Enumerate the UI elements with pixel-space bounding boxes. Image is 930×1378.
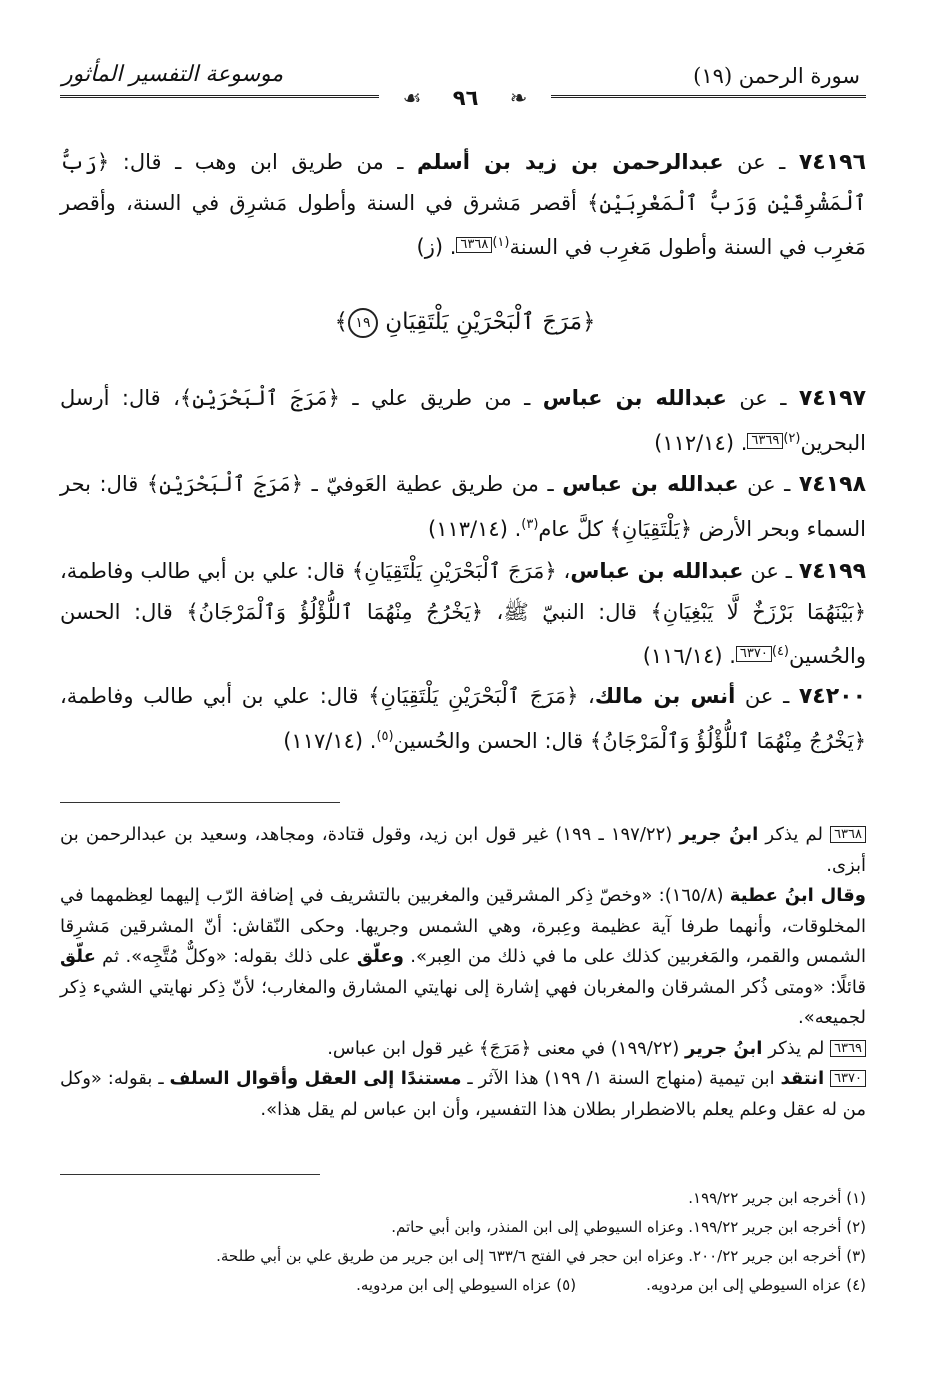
commentary-ref-box: ٦٣٦٩ (747, 433, 783, 449)
verse-text: ﴿مَرَجَ ٱلْبَحْرَيْنِ يَلْتَقِيَانِ (385, 309, 596, 335)
entry-text: ـ عن (735, 684, 799, 708)
quran-quote: ﴿مَرَجَ ٱلْبَحْرَيْنِ يَلْتَقِيَانِ﴾ (368, 684, 579, 708)
entry-text: قال: بحر السماء وبحر الأرض (60, 472, 866, 541)
entry-text: قال: علي بن أبي طالب وفاطمة، (60, 684, 369, 708)
footnote-separator (60, 1174, 320, 1175)
narrator-name: عبدالله بن عباس (562, 472, 739, 496)
entry-text: كلَّ عام (538, 517, 610, 541)
entry-number: ٧٤١٩٩ (798, 559, 867, 584)
commentary-text: ابن تيمية (منهاج السنة ١/ ١٩٩) هذا الآثر ـ (461, 1068, 781, 1089)
page-number-row (0, 86, 930, 110)
commentary-paragraph (60, 820, 866, 881)
commentary-ref-box: ٦٣٧٠ (736, 646, 772, 662)
quran-quote: ﴿رَبُّ ٱلْمَشْرِقَيْنِ وَرَبُّ ٱلْمَغْرِبَيْنِ﴾ (60, 150, 866, 215)
commentary-paragraph (60, 881, 866, 1034)
commentary-bold: ابنُ جرير (684, 1037, 763, 1059)
commentary-paragraph (60, 1064, 866, 1125)
running-header-surah: سورة الرحمن (١٩) (693, 64, 860, 88)
narrator-name: عبدالله بن عباس (542, 386, 727, 410)
quran-quote: ﴿يَخْرُجُ مِنْهُمَا ٱللُّؤْلُؤُ وَٱلْمَرْجَانُ﴾ (186, 600, 484, 624)
footnote: (١) أخرجه ابن جرير ١٩٩/٢٢. (688, 1189, 866, 1207)
narrator-name: أنس بن مالك (594, 684, 736, 708)
entry-74198 (60, 464, 866, 549)
entry-text: أقصر مَشرق في السنة وأطول مَشرِق في السنة، وأقصر مَغرِب في السنة وأطول مَغرِب في السنة (60, 191, 866, 259)
commentary-bold: علّق (60, 946, 96, 967)
entry-number: ٧٤٢٠٠ (798, 684, 867, 709)
commentary-block (60, 820, 866, 1125)
verse-close-bracket: ﴾ (334, 309, 348, 335)
ornament-icon: ☙ (391, 86, 441, 110)
commentary-separator (60, 802, 340, 803)
entry-74197 (60, 378, 866, 463)
verse-heading (0, 308, 930, 338)
footnote-line (60, 1271, 866, 1300)
entry-text: قال: الحسن والحُسين (60, 600, 866, 668)
ornament-icon: ❧ (490, 86, 539, 110)
quran-quote: ﴿مَرَجَ ٱلْبَحْرَيْنِ﴾ (146, 472, 304, 496)
commentary-bold: ابنُ جرير (679, 824, 759, 845)
entry-text: قال: الحسن والحُسين (393, 729, 590, 753)
commentary-text: ـ بقوله: «وكل من له عقل وعلم يعلم بالاضطرار بطلان هذا التفسير، وأن ابن عباس لم يقل هذا». (60, 1068, 866, 1120)
commentary-ref-box: ٦٣٧٠ (830, 1070, 866, 1087)
footnote-marker: (٥) (376, 729, 394, 744)
footnote-marker: (٤) (771, 644, 789, 659)
entry-text: قال: النبيّ ﷺ، (483, 600, 651, 624)
entry-number: ٧٤١٩٧ (798, 386, 866, 411)
commentary-text: (١٦٥/٨): «وخصّ ذِكر المشرقين والمغربين بالتشريف في إضافة الرّب إليهما لعِظمهما في المخلوقات، وأنهما طرفا آية عظيمة وعِبرة، وهي الشمس وجريها. وحكى النّقاش: أنّ المشرقين مَشرِقا الشمس والقمر، والمَغربين كذلك على ما في ذلك من العِبر». (60, 885, 866, 967)
footnotes (60, 1184, 866, 1300)
commentary-ref-box: ٦٣٦٨ (830, 826, 866, 843)
footnote: (٤) عزاه السيوطي إلى ابن مردويه. (646, 1276, 866, 1294)
commentary-bold: وقال ابنُ عطية (729, 885, 866, 906)
page-number-box (379, 86, 552, 110)
commentary-text: على ذلك بقوله: «وكلٌّ مُتَّجِه». ثم (95, 946, 357, 967)
narrator-name: عبدالرحمن بن زيد بن أسلم (417, 150, 724, 174)
entry-text: قال: علي بن أبي طالب وفاطمة، (60, 559, 352, 583)
entry-text: ـ عن (726, 386, 799, 410)
commentary-text: لم يذكر (762, 1037, 831, 1059)
quran-quote: ﴿بَيْنَهُمَا بَرْزَخٌ لَّا يَبْغِيَانِ﴾ (650, 600, 866, 624)
quran-quote: ﴿مَرَجَ﴾ (478, 1037, 532, 1059)
entry-number: ٧٤١٩٦ (798, 150, 866, 175)
footnote: (٣) أخرجه ابن جرير ٢٠٠/٢٢. وعزاه ابن حجر في الفتح ٦٣٣/٦ إلى ابن جرير من طريق علي بن أبي طلحة. (216, 1247, 866, 1265)
running-header-book-title: موسوعة التفسير المأثور (62, 62, 284, 87)
entry-text: . (ز) (416, 235, 457, 259)
commentary-bold: وعلّق (356, 946, 404, 967)
entry-text: ـ عن (738, 472, 799, 496)
quran-quote: ﴿يَخْرُجُ مِنْهُمَا ٱللُّؤْلُؤُ وَٱلْمَرْجَانُ﴾ (589, 729, 866, 753)
entry-text: ـ عن (743, 559, 799, 583)
commentary-bold: انتقد (780, 1068, 825, 1089)
footnote: (٥) عزاه السيوطي إلى ابن مردويه. (356, 1276, 577, 1294)
commentary-paragraph (60, 1034, 866, 1065)
commentary-text: (١٩٩/٢٢) في معنى (531, 1037, 685, 1059)
narrator-name: عبدالله بن عباس (570, 559, 744, 583)
entry-text: . (١١٣/١٤) (428, 517, 522, 541)
entry-text: . (١١٢/١٤) (654, 431, 748, 455)
commentary-ref-box: ٦٣٦٨ (456, 237, 492, 253)
footnote-marker: (٣) (521, 517, 539, 532)
commentary-text: لم يذكر (758, 824, 831, 845)
commentary-text: (١٩٧/٢٢ ـ ١٩٩) غير قول ابن زيد، وقول قتادة، ومجاهد، وسعيد بن عبدالرحمن بن أبزى. (60, 824, 866, 876)
entry-text: . (١١٦/١٤) (642, 644, 736, 668)
footnote-marker: (١) (492, 235, 510, 250)
entry-text: ، (578, 684, 595, 708)
entry-text: ـ عن (723, 150, 799, 174)
page-number: ٩٦ (441, 86, 491, 110)
commentary-ref-box: ٦٣٦٩ (830, 1040, 866, 1057)
entry-text: ـ من طريق ابن وهب ـ قال: (109, 150, 417, 174)
entry-74200 (60, 676, 866, 761)
quran-quote: ﴿يَلْتَقِيَانِ﴾ (609, 517, 693, 541)
footnote: (٢) أخرجه ابن جرير ١٩٩/٢٢. وعزاه السيوطي إلى ابن المنذر، وابن أبي حاتم. (391, 1218, 866, 1236)
verse-number-medallion: ١٩ (348, 308, 378, 338)
entry-74196 (60, 142, 866, 267)
entry-text: ـ من طريق علي ـ (339, 386, 543, 410)
entry-text: . (١١٧/١٤) (283, 729, 377, 753)
commentary-text: غير قول ابن عباس. (327, 1037, 479, 1059)
footnote-marker: (٢) (783, 431, 801, 446)
quran-quote: ﴿مَرَجَ ٱلْبَحْرَيْنِ يَلْتَقِيَانِ﴾ (351, 559, 557, 583)
entry-text: ، قال: أرسل البحرين (60, 386, 866, 455)
quran-quote: ﴿مَرَجَ ٱلْبَحْرَيْنِ﴾ (179, 386, 340, 410)
entry-text: ـ من طريق عطية العَوفيّ ـ (303, 472, 563, 496)
entry-number: ٧٤١٩٨ (798, 472, 867, 497)
entry-text: ، (556, 559, 571, 583)
commentary-text: قائلًا: «ومتى ذُكر المشرقان والمغربان فهي إشارة إلى نهايتي المشارق والمغارب؛ لأنّ ذِكر نهايتي الشيء ذِكر لجميعه». (60, 976, 866, 1028)
commentary-bold: مستندًا إلى العقل وأقوال السلف (169, 1068, 462, 1089)
entry-74199 (60, 551, 866, 676)
